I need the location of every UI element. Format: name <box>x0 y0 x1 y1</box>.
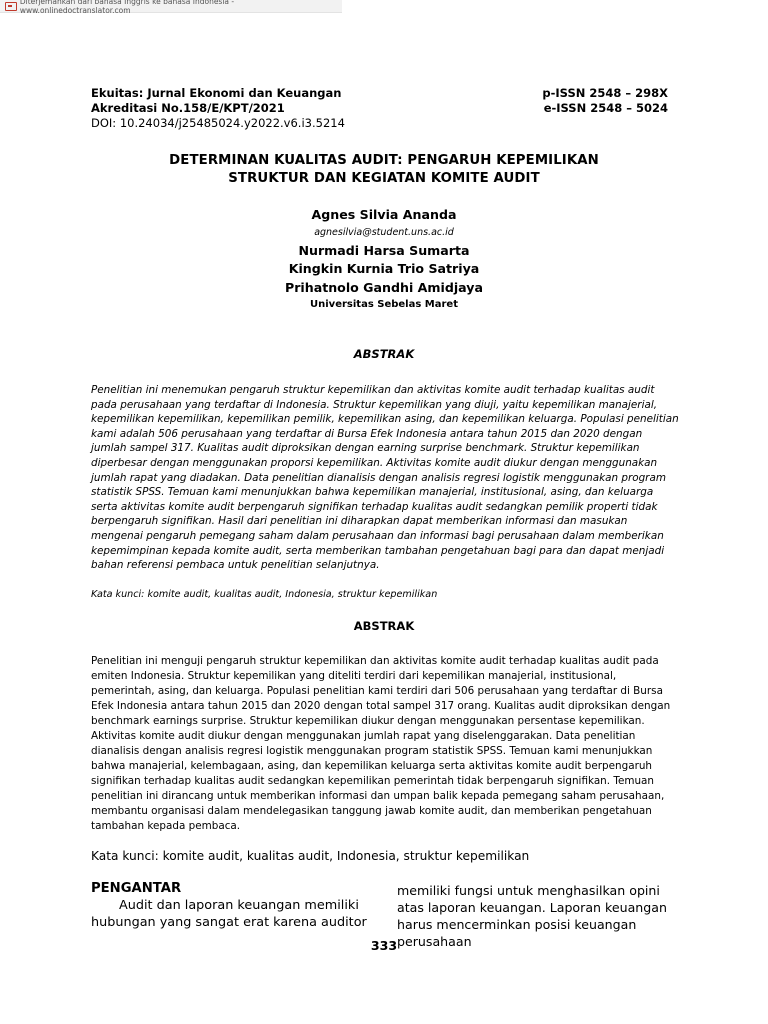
page-number: 333 <box>370 938 398 953</box>
translator-banner-link[interactable]: Diterjemahkan dari bahasa Inggris ke bahasa Indonesia - www.onlinedoctranslator.com <box>19 0 235 15</box>
affiliation: Universitas Sebelas Maret <box>310 299 458 310</box>
journal-header <box>91 86 668 131</box>
author-block <box>91 206 677 312</box>
first-author: Agnes Silvia Ananda <box>311 207 457 222</box>
abstract-heading-italic: ABSTRAK <box>353 347 415 361</box>
translator-logo-icon <box>5 2 17 11</box>
accreditation: Akreditasi No.158/E/KPT/2021 <box>91 101 285 115</box>
abstract-text-italic: Penelitian ini menemukan pengaruh struktur kepemilikan dan aktivitas komite audit terhadap kualitas audit pada perusahaan yang terdaftar di Indonesia. Struktur kepemilikan yang diuji, yaitu kepemilikan manajerial, kepemilikan kepemilikan, kepemilikan pemilik, kepemilikan asing, dan kepemilikan keluarga. Populasi penelitian kami adalah 506 perusahaan yang terdaftar di Bursa Efek Indonesia antara tahun 2015 dan 2020 dengan jumlah sampel 317. Kualitas audit diproksikan dengan earning surprise benchmark. Struktur kepemilikan diperbesar dengan menggunakan proporsi kepemilikan. Aktivitas komite audit diukur dengan menggunakan jumlah rapat yang diadakan. Data penelitian dianalisis dengan analisis regresi logistik menggunakan program statistik SPSS. Temuan kami menunjukkan bahwa kepemilikan manajerial, institusional, asing, dan keluarga serta aktivitas komite audit berpengaruh signifikan terhadap kualitas audit sedangkan pemilik properti tidak berpengaruh signifikan. Hasil dari penelitian ini diharapkan dapat memberikan informasi dan masukan mengenai pengaruh pemegang saham dalam perusahaan dan informasi bagi perusahaan dalam memberikan kepemimpinan kepada komite audit, serta memberikan tambahan pengetahuan bagi para dan dapat menjadi bahan referensi pembaca untuk penelitian selanjutnya. <box>91 384 679 572</box>
title-line-2: STRUKTUR DAN KEGIATAN KOMITE AUDIT <box>228 171 540 186</box>
abstract-heading: ABSTRAK <box>353 619 415 633</box>
p-issn: p-ISSN 2548 – 298X <box>542 86 668 100</box>
doi: DOI: 10.24034/j25485024.y2022.v6.i3.5214 <box>91 116 345 130</box>
body-left-column <box>91 880 375 931</box>
e-issn: e-ISSN 2548 – 5024 <box>543 101 668 115</box>
paper-title <box>91 152 677 188</box>
keywords: Kata kunci: komite audit, kualitas audit, Indonesia, struktur kepemilikan <box>91 849 530 863</box>
co-author: Nurmadi Harsa Sumarta <box>298 242 470 258</box>
section-heading: PENGANTAR <box>91 881 182 896</box>
body-right-column: memiliki fungsi untuk menghasilkan opini atas laporan keuangan. Laporan keuangan harus mencerminkan posisi keuangan perusahaan <box>397 883 667 949</box>
author-email: agnesilvia@student.uns.ac.id <box>314 226 454 238</box>
co-author: Kingkin Kurnia Trio Satriya <box>288 261 480 276</box>
title-line-1: DETERMINAN KUALITAS AUDIT: PENGARUH KEPEMILIKAN <box>169 153 599 168</box>
abstract-text: Penelitian ini menguji pengaruh struktur kepemilikan dan aktivitas komite audit terhadap kualitas audit pada emiten Indonesia. Struktur kepemilikan yang diteliti terdiri dari kepemilikan manajerial, institusional, pemerintah, asing, dan keluarga. Populasi penelitian kami terdiri dari 506 perusahaan yang terdaftar di Bursa Efek Indonesia antara tahun 2015 dan 2020 dengan total sampel 317 orang. Kualitas audit diproksikan dengan benchmark earnings surprise. Struktur kepemilikan diukur dengan menggunakan persentase kepemilikan. Aktivitas komite audit diukur dengan menggunakan jumlah rapat yang diselenggarakan. Data penelitian dianalisis dengan analisis regresi logistik menggunakan program statistik SPSS. Temuan kami menunjukkan bahwa manajerial, kelembagaan, asing, dan kepemilikan keluarga serta aktivitas komite audit berpengaruh signifikan terhadap kualitas audit sedangkan kepemilikan pemerintah tidak berpengaruh signifikan. Temuan penelitian ini dirancang untuk memberikan informasi dan umpan balik kepada pemegang saham perusahaan, membantu organisasi dalam mendelegasikan tanggung jawab komite audit, dan memberikan pengetahuan tambahan kepada pembaca. <box>91 655 671 832</box>
translator-banner <box>0 0 342 13</box>
journal-name: Ekuitas: Jurnal Ekonomi dan Keuangan <box>91 86 342 100</box>
co-author: Prihatnolo Gandhi Amidjaya <box>284 279 484 295</box>
keywords-italic: Kata kunci: komite audit, kualitas audit, Indonesia, struktur kepemilikan <box>91 589 438 600</box>
body-paragraph: Audit dan laporan keuangan memiliki hubungan yang sangat erat karena auditor <box>91 898 367 930</box>
